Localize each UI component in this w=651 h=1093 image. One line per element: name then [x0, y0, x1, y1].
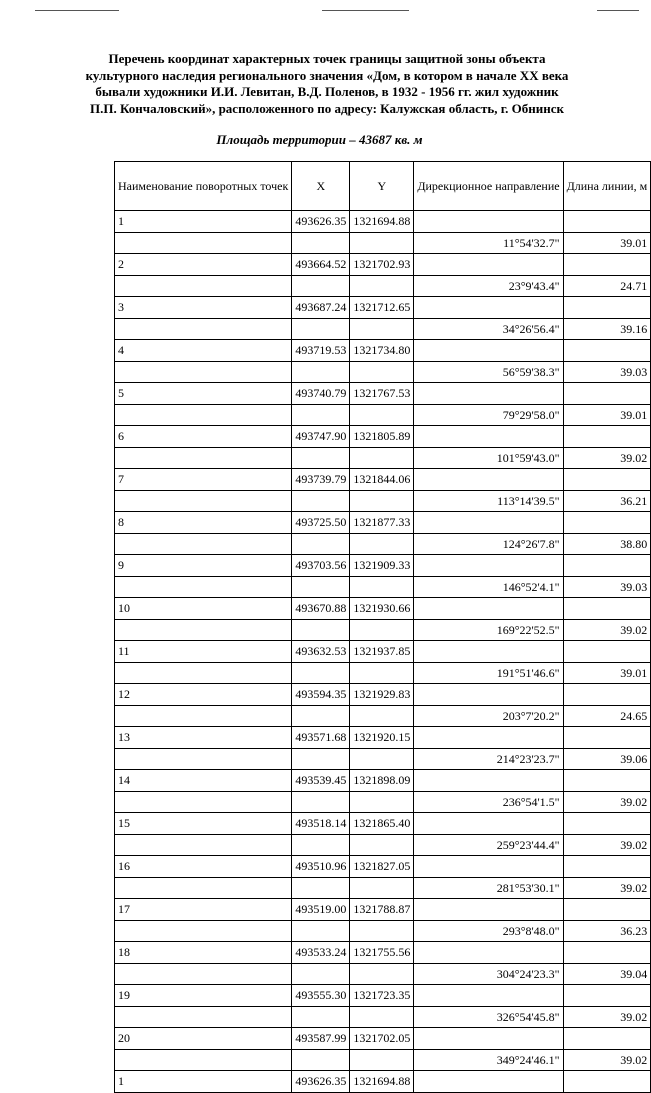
table-body	[115, 211, 651, 1093]
cell-point	[115, 662, 292, 684]
cell-x	[292, 662, 350, 684]
cell-y: 1321929.83	[350, 684, 414, 706]
cell-direction: 169°22'52.5"	[414, 619, 563, 641]
header-y: Y	[350, 162, 414, 211]
cell-y	[350, 705, 414, 727]
cell-point: 16	[115, 856, 292, 878]
scan-artifact-line	[322, 10, 409, 11]
cell-x	[292, 232, 350, 254]
cell-y	[350, 576, 414, 598]
cell-point: 1	[115, 211, 292, 233]
cell-length: 39.01	[563, 232, 651, 254]
cell-y	[350, 318, 414, 340]
cell-y: 1321920.15	[350, 727, 414, 749]
cell-direction	[414, 641, 563, 663]
cell-point: 17	[115, 899, 292, 921]
cell-length	[563, 641, 651, 663]
cell-point: 11	[115, 641, 292, 663]
cell-point	[115, 1006, 292, 1028]
table-row	[115, 834, 651, 856]
cell-x: 493626.35	[292, 1071, 350, 1093]
cell-x: 493664.52	[292, 254, 350, 276]
cell-x	[292, 361, 350, 383]
cell-x	[292, 963, 350, 985]
cell-direction: 191°51'46.6"	[414, 662, 563, 684]
cell-point: 7	[115, 469, 292, 491]
table-row	[115, 426, 651, 448]
cell-x: 493739.79	[292, 469, 350, 491]
cell-direction	[414, 426, 563, 448]
cell-direction: 214°23'23.7"	[414, 748, 563, 770]
cell-direction	[414, 555, 563, 577]
table-row	[115, 619, 651, 641]
scan-artifact-line	[597, 10, 639, 11]
scan-artifact-line	[35, 10, 119, 11]
cell-direction: 124°26'7.8"	[414, 533, 563, 555]
cell-point: 4	[115, 340, 292, 362]
cell-point	[115, 748, 292, 770]
cell-direction	[414, 985, 563, 1007]
table-row	[115, 512, 651, 534]
cell-y: 1321767.53	[350, 383, 414, 405]
cell-point	[115, 834, 292, 856]
cell-y	[350, 404, 414, 426]
cell-y: 1321723.35	[350, 985, 414, 1007]
cell-point: 5	[115, 383, 292, 405]
cell-length: 24.65	[563, 705, 651, 727]
cell-point: 9	[115, 555, 292, 577]
cell-direction: 203°7'20.2"	[414, 705, 563, 727]
cell-x: 493555.30	[292, 985, 350, 1007]
cell-x: 493518.14	[292, 813, 350, 835]
cell-length: 39.01	[563, 404, 651, 426]
cell-point: 3	[115, 297, 292, 319]
cell-point	[115, 1049, 292, 1071]
cell-x	[292, 404, 350, 426]
cell-length	[563, 813, 651, 835]
cell-length: 39.04	[563, 963, 651, 985]
title-line: культурного наследия регионального значения «Дом, в котором в начале XX века	[85, 67, 569, 83]
cell-y	[350, 877, 414, 899]
table-row	[115, 1071, 651, 1093]
cell-length: 36.21	[563, 490, 651, 512]
cell-length	[563, 211, 651, 233]
cell-x: 493725.50	[292, 512, 350, 534]
cell-point: 6	[115, 426, 292, 448]
cell-direction	[414, 211, 563, 233]
cell-length	[563, 684, 651, 706]
cell-point	[115, 361, 292, 383]
cell-y	[350, 662, 414, 684]
cell-length: 39.02	[563, 877, 651, 899]
header-point: Наименование поворотных точек	[115, 162, 292, 211]
cell-length: 39.01	[563, 662, 651, 684]
table-row	[115, 727, 651, 749]
cell-length	[563, 942, 651, 964]
cell-point	[115, 232, 292, 254]
cell-point: 13	[115, 727, 292, 749]
cell-y: 1321712.65	[350, 297, 414, 319]
cell-x: 493587.99	[292, 1028, 350, 1050]
cell-y: 1321827.05	[350, 856, 414, 878]
cell-direction	[414, 942, 563, 964]
cell-length	[563, 770, 651, 792]
table-row	[115, 555, 651, 577]
cell-x	[292, 834, 350, 856]
cell-x: 493571.68	[292, 727, 350, 749]
table-row	[115, 1028, 651, 1050]
table-row	[115, 1006, 651, 1028]
table-row	[115, 877, 651, 899]
cell-y	[350, 533, 414, 555]
cell-x	[292, 275, 350, 297]
cell-y: 1321930.66	[350, 598, 414, 620]
table-row	[115, 383, 651, 405]
table-row	[115, 662, 651, 684]
table-row	[115, 340, 651, 362]
cell-direction: 304°24'23.3"	[414, 963, 563, 985]
cell-y: 1321805.89	[350, 426, 414, 448]
cell-x	[292, 920, 350, 942]
cell-x	[292, 877, 350, 899]
cell-direction	[414, 727, 563, 749]
cell-point: 14	[115, 770, 292, 792]
cell-y: 1321694.88	[350, 1071, 414, 1093]
cell-direction: 113°14'39.5"	[414, 490, 563, 512]
title-line: Перечень координат характерных точек границы защитной зоны объекта	[108, 51, 546, 66]
cell-x	[292, 576, 350, 598]
territory-area: Площадь территории – 43687 кв. м	[216, 132, 423, 147]
cell-y: 1321702.05	[350, 1028, 414, 1050]
cell-y: 1321865.40	[350, 813, 414, 835]
cell-length	[563, 727, 651, 749]
table-row	[115, 490, 651, 512]
cell-x	[292, 447, 350, 469]
cell-point	[115, 275, 292, 297]
cell-x	[292, 791, 350, 813]
cell-direction	[414, 383, 563, 405]
cell-x: 493539.45	[292, 770, 350, 792]
cell-x	[292, 619, 350, 641]
cell-direction	[414, 297, 563, 319]
cell-length	[563, 254, 651, 276]
cell-y	[350, 232, 414, 254]
table-row	[115, 748, 651, 770]
cell-direction	[414, 813, 563, 835]
table-header-row	[115, 162, 651, 211]
cell-x: 493533.24	[292, 942, 350, 964]
cell-x	[292, 490, 350, 512]
cell-length: 24.71	[563, 275, 651, 297]
cell-length: 38.80	[563, 533, 651, 555]
cell-x	[292, 748, 350, 770]
table-row	[115, 533, 651, 555]
table-row	[115, 404, 651, 426]
table-row	[115, 361, 651, 383]
cell-x: 493510.96	[292, 856, 350, 878]
cell-direction: 23°9'43.4"	[414, 275, 563, 297]
cell-length: 36.23	[563, 920, 651, 942]
cell-point	[115, 447, 292, 469]
cell-direction: 146°52'4.1"	[414, 576, 563, 598]
table-row	[115, 318, 651, 340]
cell-x: 493719.53	[292, 340, 350, 362]
cell-direction	[414, 899, 563, 921]
cell-x	[292, 533, 350, 555]
cell-y	[350, 275, 414, 297]
cell-x: 493740.79	[292, 383, 350, 405]
cell-direction	[414, 598, 563, 620]
cell-length	[563, 383, 651, 405]
cell-direction	[414, 512, 563, 534]
cell-x: 493594.35	[292, 684, 350, 706]
cell-length: 39.02	[563, 791, 651, 813]
cell-y: 1321877.33	[350, 512, 414, 534]
cell-point	[115, 877, 292, 899]
cell-y: 1321844.06	[350, 469, 414, 491]
cell-direction	[414, 770, 563, 792]
cell-direction: 281°53'30.1"	[414, 877, 563, 899]
cell-length	[563, 856, 651, 878]
table-row	[115, 985, 651, 1007]
cell-x: 493519.00	[292, 899, 350, 921]
cell-x: 493747.90	[292, 426, 350, 448]
cell-length	[563, 555, 651, 577]
cell-y: 1321694.88	[350, 211, 414, 233]
cell-direction	[414, 469, 563, 491]
table-row	[115, 275, 651, 297]
cell-length: 39.02	[563, 447, 651, 469]
cell-direction: 101°59'43.0"	[414, 447, 563, 469]
cell-point	[115, 576, 292, 598]
cell-length: 39.06	[563, 748, 651, 770]
cell-point	[115, 920, 292, 942]
table-row	[115, 684, 651, 706]
cell-y	[350, 748, 414, 770]
cell-x: 493687.24	[292, 297, 350, 319]
cell-y	[350, 1006, 414, 1028]
cell-direction	[414, 254, 563, 276]
cell-direction: 349°24'46.1"	[414, 1049, 563, 1071]
cell-direction	[414, 856, 563, 878]
cell-point	[115, 963, 292, 985]
cell-length: 39.03	[563, 576, 651, 598]
cell-direction	[414, 1028, 563, 1050]
cell-length	[563, 340, 651, 362]
cell-length	[563, 426, 651, 448]
cell-y	[350, 361, 414, 383]
cell-point	[115, 404, 292, 426]
cell-point: 18	[115, 942, 292, 964]
table-row	[115, 211, 651, 233]
cell-length	[563, 985, 651, 1007]
cell-direction: 56°59'38.3"	[414, 361, 563, 383]
table-row	[115, 232, 651, 254]
cell-direction	[414, 340, 563, 362]
cell-point: 1	[115, 1071, 292, 1093]
table-row	[115, 598, 651, 620]
cell-direction: 326°54'45.8"	[414, 1006, 563, 1028]
cell-length: 39.02	[563, 834, 651, 856]
table-row	[115, 1049, 651, 1071]
header-length: Длина линии, м	[563, 162, 651, 211]
table-row	[115, 297, 651, 319]
cell-point	[115, 318, 292, 340]
cell-point	[115, 619, 292, 641]
table-row	[115, 856, 651, 878]
cell-point	[115, 791, 292, 813]
cell-y	[350, 920, 414, 942]
cell-y: 1321702.93	[350, 254, 414, 276]
cell-x: 493670.88	[292, 598, 350, 620]
cell-x	[292, 1049, 350, 1071]
cell-y	[350, 490, 414, 512]
table-row	[115, 963, 651, 985]
document-title	[30, 51, 624, 117]
cell-length	[563, 598, 651, 620]
title-line: бывали художники И.И. Левитан, В.Д. Поленов, в 1932 - 1956 гг. жил художник	[95, 84, 559, 99]
cell-y	[350, 791, 414, 813]
header-x: X	[292, 162, 350, 211]
cell-point: 20	[115, 1028, 292, 1050]
cell-x: 493632.53	[292, 641, 350, 663]
cell-y: 1321734.80	[350, 340, 414, 362]
cell-y: 1321788.87	[350, 899, 414, 921]
cell-y: 1321755.56	[350, 942, 414, 964]
cell-length	[563, 1028, 651, 1050]
cell-y	[350, 963, 414, 985]
cell-direction	[414, 684, 563, 706]
cell-length: 39.16	[563, 318, 651, 340]
cell-point	[115, 533, 292, 555]
table-row	[115, 254, 651, 276]
cell-direction: 79°29'58.0"	[414, 404, 563, 426]
table-row	[115, 705, 651, 727]
cell-point: 8	[115, 512, 292, 534]
cell-direction: 11°54'32.7"	[414, 232, 563, 254]
coordinates-table	[114, 161, 651, 1093]
cell-length	[563, 512, 651, 534]
header-direction: Дирекционное направление	[414, 162, 563, 211]
cell-point: 19	[115, 985, 292, 1007]
cell-point: 12	[115, 684, 292, 706]
cell-length	[563, 297, 651, 319]
cell-point: 15	[115, 813, 292, 835]
cell-point: 2	[115, 254, 292, 276]
cell-x	[292, 318, 350, 340]
cell-y	[350, 619, 414, 641]
table-row	[115, 920, 651, 942]
cell-y	[350, 447, 414, 469]
cell-length: 39.02	[563, 1049, 651, 1071]
cell-direction: 236°54'1.5"	[414, 791, 563, 813]
cell-x: 493626.35	[292, 211, 350, 233]
cell-y	[350, 1049, 414, 1071]
table-row	[115, 791, 651, 813]
cell-length: 39.03	[563, 361, 651, 383]
cell-y: 1321937.85	[350, 641, 414, 663]
table-row	[115, 469, 651, 491]
title-line: П.П. Кончаловский», расположенного по адресу: Калужская область, г. Обнинск	[90, 100, 564, 116]
cell-length: 39.02	[563, 1006, 651, 1028]
cell-x	[292, 705, 350, 727]
cell-point: 10	[115, 598, 292, 620]
table-row	[115, 899, 651, 921]
table-row	[115, 813, 651, 835]
cell-length	[563, 899, 651, 921]
cell-direction: 34°26'56.4"	[414, 318, 563, 340]
table-row	[115, 770, 651, 792]
cell-y: 1321898.09	[350, 770, 414, 792]
cell-x	[292, 1006, 350, 1028]
table-row	[115, 447, 651, 469]
table-row	[115, 641, 651, 663]
cell-direction: 293°8'48.0"	[414, 920, 563, 942]
cell-y	[350, 834, 414, 856]
cell-length	[563, 469, 651, 491]
cell-point	[115, 705, 292, 727]
table-row	[115, 942, 651, 964]
table-row	[115, 576, 651, 598]
cell-point	[115, 490, 292, 512]
cell-length: 39.02	[563, 619, 651, 641]
cell-x: 493703.56	[292, 555, 350, 577]
cell-y: 1321909.33	[350, 555, 414, 577]
cell-direction	[414, 1071, 563, 1093]
cell-direction: 259°23'44.4"	[414, 834, 563, 856]
cell-length	[563, 1071, 651, 1093]
